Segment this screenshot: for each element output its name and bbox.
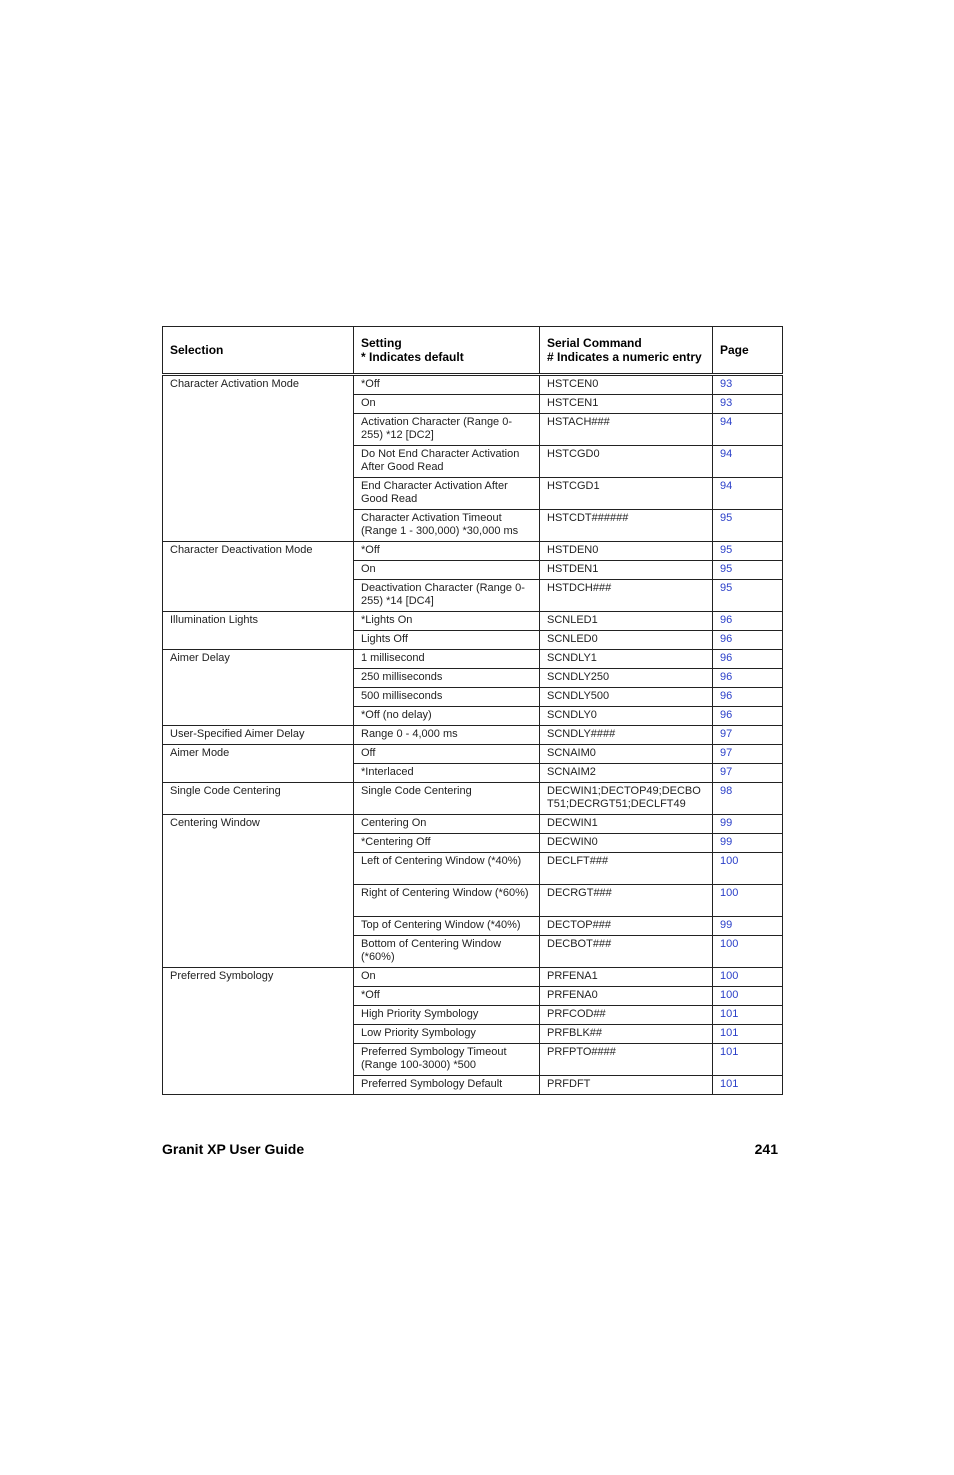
page-cell (713, 987, 783, 1006)
page-link[interactable]: 99 (720, 817, 733, 829)
setting-cell: On (354, 968, 540, 987)
page-link[interactable]: 95 (720, 563, 733, 575)
command-cell: SCNDLY1 (540, 650, 713, 669)
page-cell (713, 612, 783, 631)
command-cell: HSTCGD1 (540, 478, 713, 510)
command-cell: PRFCOD## (540, 1006, 713, 1025)
table-row (163, 968, 783, 987)
setting-cell: Low Priority Symbology (354, 1025, 540, 1044)
command-cell: HSTDCH### (540, 580, 713, 612)
setting-cell: Lights Off (354, 631, 540, 650)
table-header (163, 327, 783, 375)
setting-cell: Activation Character (Range 0-255) *12 [DC2] (354, 414, 540, 446)
table-body (163, 375, 783, 1095)
page-link[interactable]: 97 (720, 728, 733, 740)
table-row (163, 542, 783, 561)
page-cell (713, 885, 783, 917)
table-row (163, 745, 783, 764)
setting-cell: Single Code Centering (354, 783, 540, 815)
header-setting-note: * Indicates default (361, 350, 464, 364)
table-row (163, 375, 783, 395)
page-link[interactable]: 100 (720, 887, 739, 899)
page-cell (713, 1044, 783, 1076)
page-cell (713, 478, 783, 510)
command-cell: SCNLED0 (540, 631, 713, 650)
setting-cell: *Off (354, 987, 540, 1006)
header-serial-command (540, 327, 713, 375)
page-cell (713, 650, 783, 669)
page-cell (713, 834, 783, 853)
page-cell (713, 1076, 783, 1095)
page-cell (713, 936, 783, 968)
command-cell: DECWIN1;DECTOP49;DECBOT51;DECRGT51;DECLFT49 (540, 783, 713, 815)
settings-table (162, 326, 783, 1095)
page-cell (713, 815, 783, 834)
page-link[interactable]: 98 (720, 785, 733, 797)
command-cell: DECWIN0 (540, 834, 713, 853)
setting-cell: *Off (354, 542, 540, 561)
command-cell: SCNLED1 (540, 612, 713, 631)
page-cell (713, 917, 783, 936)
command-cell: PRFENA0 (540, 987, 713, 1006)
page-cell (713, 853, 783, 885)
command-cell: SCNDLY0 (540, 707, 713, 726)
command-cell: HSTCGD0 (540, 446, 713, 478)
setting-cell: *Interlaced (354, 764, 540, 783)
command-cell: PRFENA1 (540, 968, 713, 987)
header-selection: Selection (163, 327, 354, 375)
command-cell: HSTCDT###### (540, 510, 713, 542)
page-link[interactable]: 96 (720, 633, 733, 645)
command-cell: HSTCEN1 (540, 395, 713, 414)
page-link[interactable]: 99 (720, 919, 733, 931)
page-link[interactable]: 96 (720, 690, 733, 702)
table-row (163, 815, 783, 834)
setting-cell: Preferred Symbology Timeout (Range 100-3000) *500 (354, 1044, 540, 1076)
page-cell (713, 375, 783, 395)
page-link[interactable]: 101 (720, 1078, 739, 1090)
header-setting (354, 327, 540, 375)
page-link[interactable]: 96 (720, 671, 733, 683)
page-link[interactable]: 97 (720, 747, 733, 759)
command-cell: SCNAIM0 (540, 745, 713, 764)
selection-cell: User-Specified Aimer Delay (163, 726, 354, 745)
command-cell: SCNDLY500 (540, 688, 713, 707)
selection-cell: Aimer Delay (163, 650, 354, 726)
setting-cell: *Off (no delay) (354, 707, 540, 726)
page-link[interactable]: 101 (720, 1046, 739, 1058)
command-cell: DECBOT### (540, 936, 713, 968)
command-cell: HSTDEN0 (540, 542, 713, 561)
setting-cell: Bottom of Centering Window (*60%) (354, 936, 540, 968)
command-cell: PRFDFT (540, 1076, 713, 1095)
page-link[interactable]: 95 (720, 544, 733, 556)
table-row (163, 726, 783, 745)
page-cell (713, 726, 783, 745)
page-cell (713, 688, 783, 707)
setting-cell: Top of Centering Window (*40%) (354, 917, 540, 936)
table-row (163, 612, 783, 631)
setting-cell: Character Activation Timeout (Range 1 - 300,000) *30,000 ms (354, 510, 540, 542)
header-command-note: # Indicates a numeric entry (547, 350, 702, 364)
setting-cell: Preferred Symbology Default (354, 1076, 540, 1095)
page-link[interactable]: 96 (720, 709, 733, 721)
setting-cell: Deactivation Character (Range 0-255) *14 [DC4] (354, 580, 540, 612)
page-cell (713, 580, 783, 612)
page-cell (713, 707, 783, 726)
setting-cell: *Off (354, 375, 540, 395)
selection-cell: Aimer Mode (163, 745, 354, 783)
page-cell (713, 561, 783, 580)
setting-cell: On (354, 395, 540, 414)
setting-cell: *Lights On (354, 612, 540, 631)
setting-cell: Centering On (354, 815, 540, 834)
command-cell: PRFPTO#### (540, 1044, 713, 1076)
page-cell (713, 764, 783, 783)
command-cell: HSTACH### (540, 414, 713, 446)
setting-cell: 500 milliseconds (354, 688, 540, 707)
page-link[interactable]: 100 (720, 970, 739, 982)
setting-cell: Right of Centering Window (*60%) (354, 885, 540, 917)
page-link[interactable]: 97 (720, 766, 733, 778)
footer-title: Granit XP User Guide (162, 1141, 305, 1157)
page-link[interactable]: 99 (720, 836, 733, 848)
page-cell (713, 542, 783, 561)
page-link[interactable]: 94 (720, 416, 733, 428)
page-link[interactable]: 95 (720, 582, 733, 594)
header-command-label: Serial Command (547, 335, 642, 350)
page-link[interactable]: 93 (720, 378, 733, 390)
setting-cell: On (354, 561, 540, 580)
page-cell (713, 968, 783, 987)
page-cell (713, 395, 783, 414)
page-cell (713, 745, 783, 764)
page-link[interactable]: 100 (720, 938, 739, 950)
page-link[interactable]: 101 (720, 1027, 739, 1039)
setting-cell: High Priority Symbology (354, 1006, 540, 1025)
command-cell: PRFBLK## (540, 1025, 713, 1044)
page-link[interactable]: 93 (720, 397, 733, 409)
setting-cell: Range 0 - 4,000 ms (354, 726, 540, 745)
selection-cell: Centering Window (163, 815, 354, 968)
header-setting-label: Setting (361, 335, 402, 350)
command-cell: SCNDLY250 (540, 669, 713, 688)
setting-cell: *Centering Off (354, 834, 540, 853)
page-link[interactable]: 96 (720, 652, 733, 664)
command-cell: DECLFT### (540, 853, 713, 885)
command-cell: SCNAIM2 (540, 764, 713, 783)
page-link[interactable]: 100 (720, 855, 739, 867)
command-cell: DECRGT### (540, 885, 713, 917)
page-cell (713, 783, 783, 815)
table-row (163, 650, 783, 669)
page-link[interactable]: 95 (720, 512, 733, 524)
selection-cell: Character Activation Mode (163, 375, 354, 542)
command-cell: DECWIN1 (540, 815, 713, 834)
page-link[interactable]: 96 (720, 614, 733, 626)
page-cell (713, 1006, 783, 1025)
header-page: Page (713, 327, 783, 375)
setting-cell: 1 millisecond (354, 650, 540, 669)
setting-cell: Do Not End Character Activation After Good Read (354, 446, 540, 478)
page-cell (713, 414, 783, 446)
command-cell: SCNDLY#### (540, 726, 713, 745)
command-cell: DECTOP### (540, 917, 713, 936)
setting-cell: End Character Activation After Good Read (354, 478, 540, 510)
footer-page-number: 241 (754, 1141, 778, 1157)
page-link[interactable]: 100 (720, 989, 739, 1001)
setting-cell: Left of Centering Window (*40%) (354, 853, 540, 885)
command-cell: HSTCEN0 (540, 375, 713, 395)
page-cell (713, 510, 783, 542)
page-link[interactable]: 94 (720, 480, 733, 492)
selection-cell: Single Code Centering (163, 783, 354, 815)
setting-cell: 250 milliseconds (354, 669, 540, 688)
selection-cell: Illumination Lights (163, 612, 354, 650)
table-row (163, 783, 783, 815)
page-link[interactable]: 101 (720, 1008, 739, 1020)
selection-cell: Preferred Symbology (163, 968, 354, 1095)
page-cell (713, 669, 783, 688)
command-cell: HSTDEN1 (540, 561, 713, 580)
page-cell (713, 631, 783, 650)
page-cell (713, 446, 783, 478)
page-cell (713, 1025, 783, 1044)
setting-cell: Off (354, 745, 540, 764)
selection-cell: Character Deactivation Mode (163, 542, 354, 612)
page-link[interactable]: 94 (720, 448, 733, 460)
